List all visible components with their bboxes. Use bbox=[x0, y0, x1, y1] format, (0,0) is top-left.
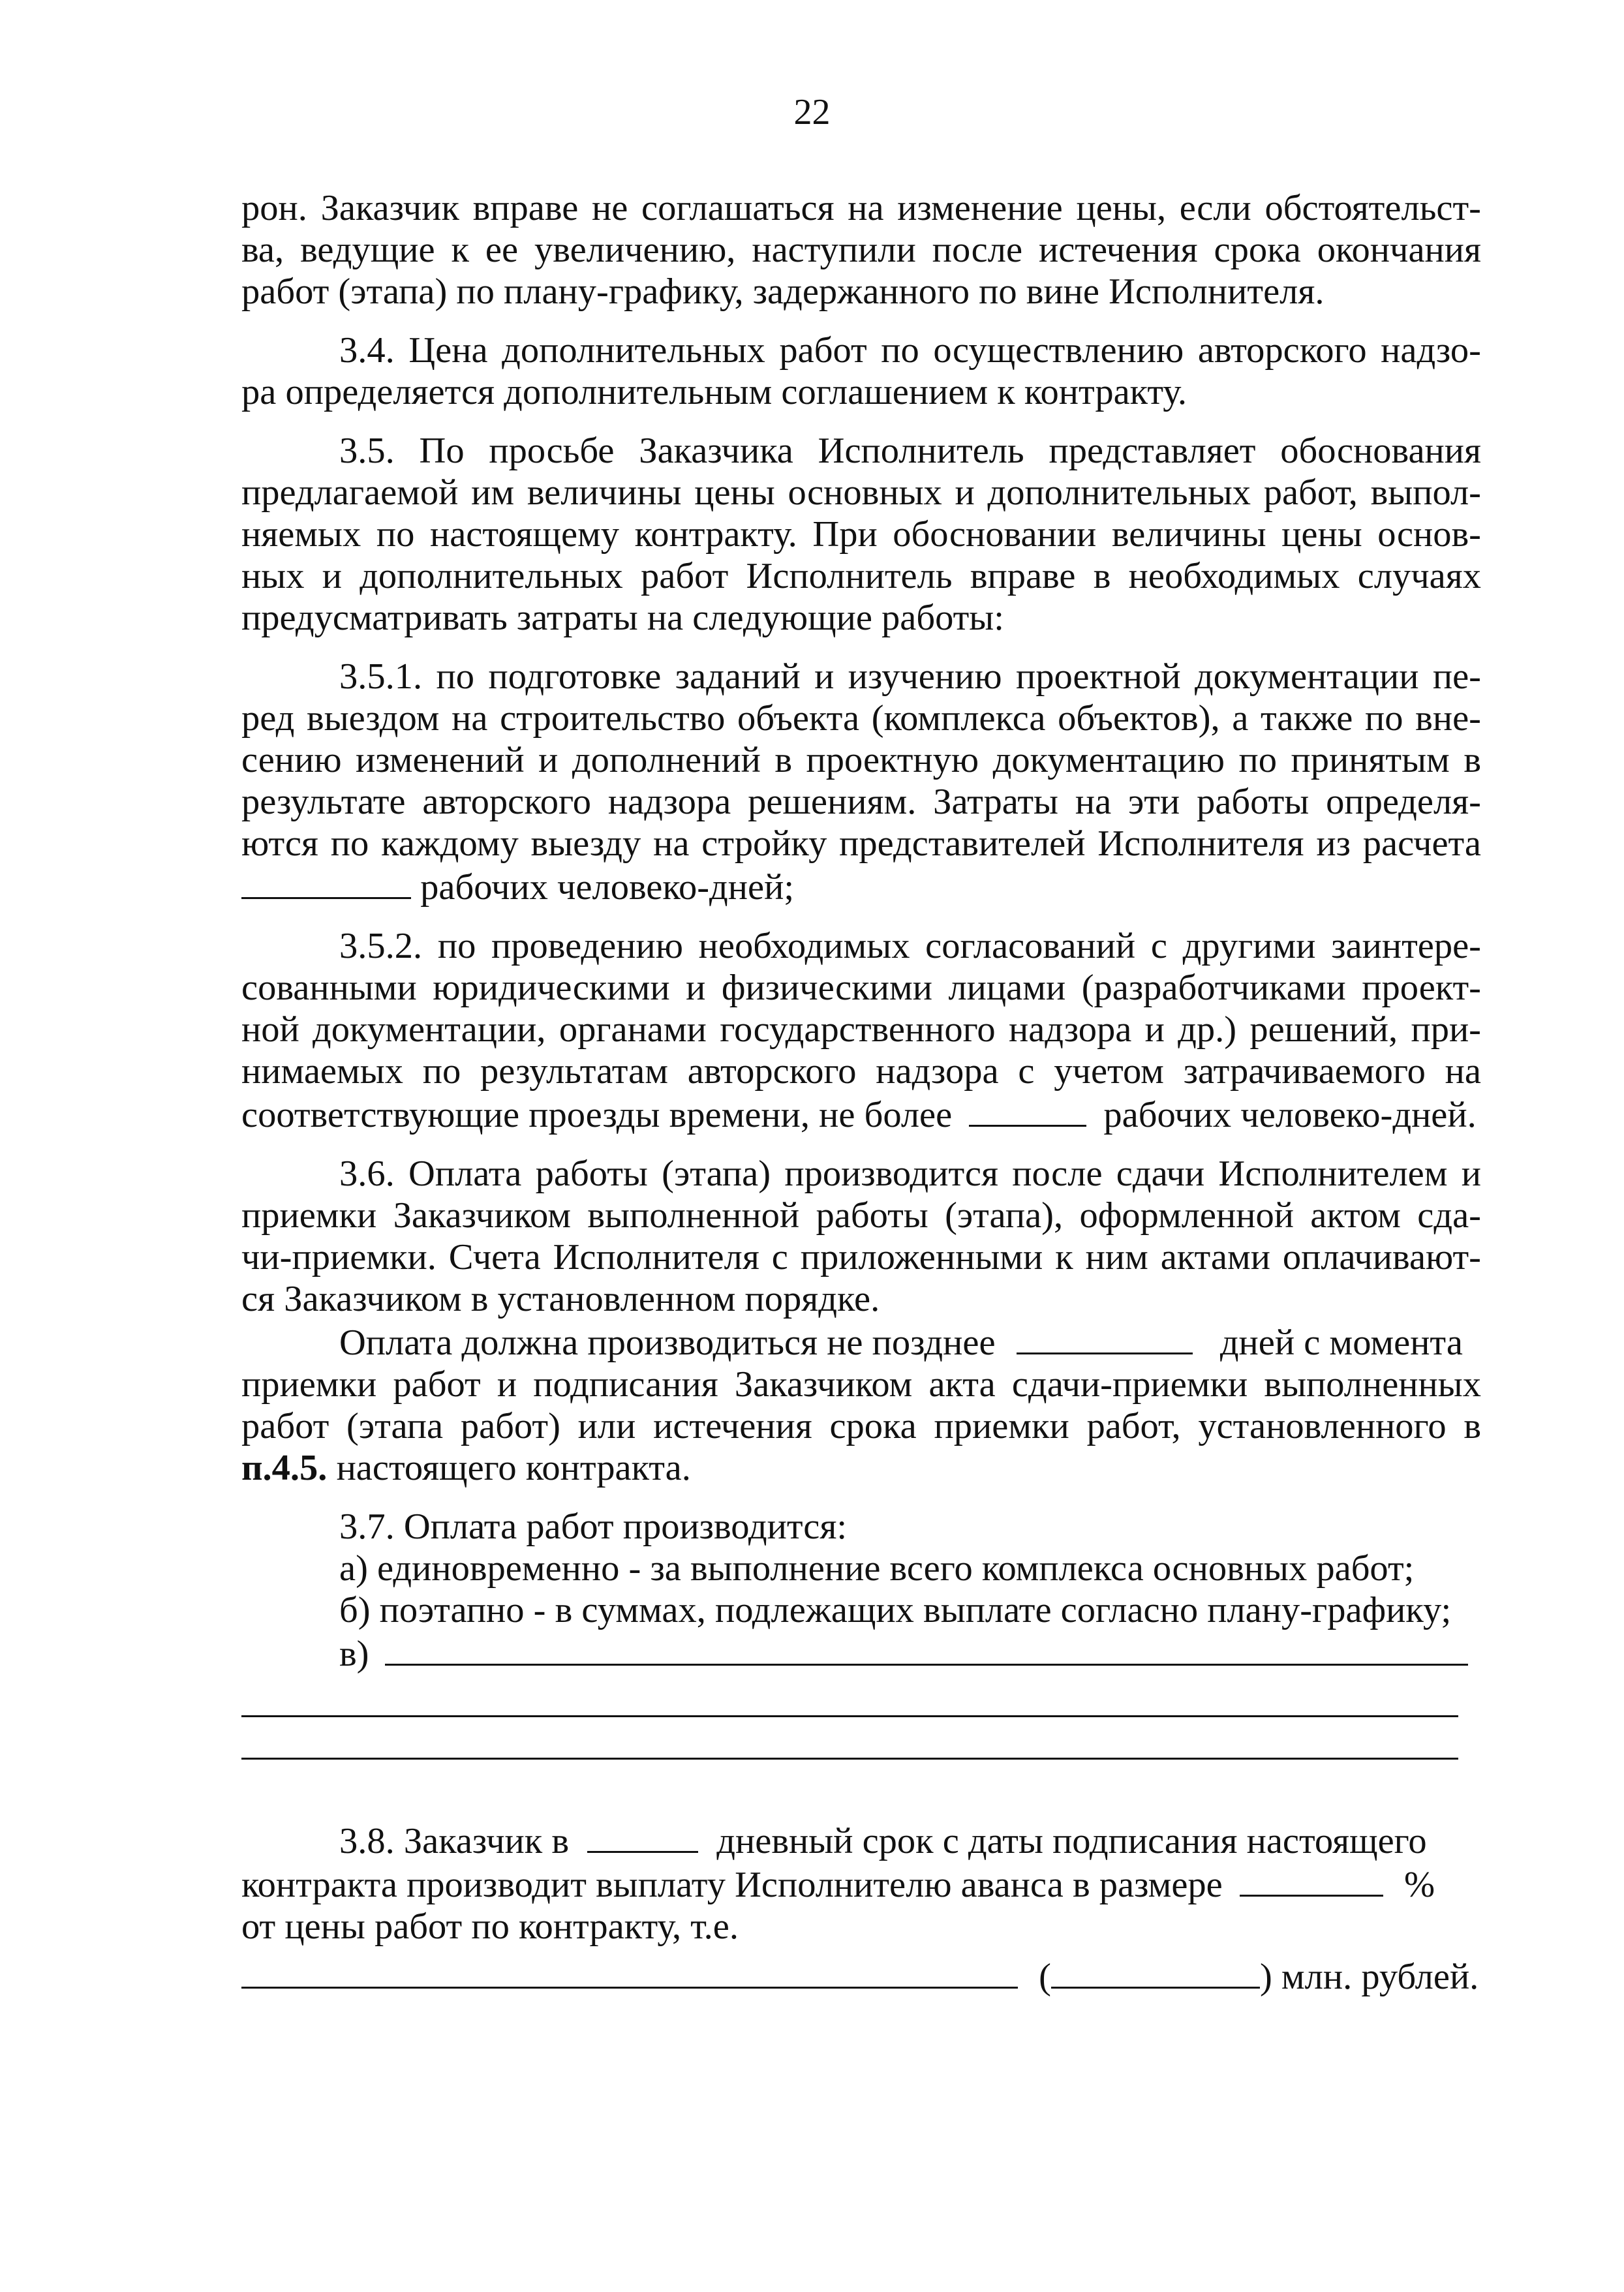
text-line: ред выездом на строительство объекта (комплекса объектов), а также по вне- bbox=[241, 698, 1481, 739]
blank-field[interactable] bbox=[1240, 1862, 1383, 1897]
clause-3-5 bbox=[241, 430, 1481, 639]
text-line bbox=[241, 1320, 1481, 1364]
text-fragment: в) bbox=[339, 1634, 369, 1674]
text-line: ной документации, органами государственного надзора и др.) решений, при- bbox=[241, 1009, 1481, 1050]
blank-field[interactable] bbox=[241, 864, 411, 899]
blank-line[interactable] bbox=[241, 1717, 1458, 1760]
text-line: работ (этапа работ) или истечения срока приемки работ, установленного в bbox=[241, 1406, 1481, 1446]
text-fragment: ( bbox=[1039, 1957, 1051, 1997]
text-fragment: ) млн. рублей. bbox=[1259, 1957, 1479, 1997]
text-line: 3.5.1. по подготовке заданий и изучению проектной документации пе- bbox=[339, 656, 1481, 697]
blank-field[interactable] bbox=[241, 1954, 1018, 1989]
text-line bbox=[241, 1862, 1481, 1906]
text-fragment: дней с момента bbox=[1219, 1322, 1463, 1363]
clause-3-4 bbox=[241, 329, 1481, 413]
blank-field[interactable] bbox=[1051, 1954, 1260, 1989]
clause-3-7 bbox=[241, 1506, 1481, 1760]
text-line: сению изменений и дополнений в проектную документацию по принятым в bbox=[241, 740, 1481, 780]
clause-3-8 bbox=[241, 1818, 1481, 1998]
text-line: 3.4. Цена дополнительных работ по осуществлению авторского надзо- bbox=[339, 330, 1481, 371]
text-fragment: % bbox=[1404, 1865, 1435, 1905]
text-line: 3.5. По просьбе Заказчика Исполнитель представляет обоснования bbox=[339, 431, 1481, 471]
text-line: 3.5.2. по проведению необходимых согласований с другими заинтере- bbox=[339, 926, 1481, 966]
text-line: ются по каждому выезду на стройку представителей Исполнителя из расчета bbox=[241, 823, 1481, 864]
text-line: няемых по настоящему контракту. При обосновании величины цены основ- bbox=[241, 514, 1481, 555]
text-fragment: настоящего контракта. bbox=[336, 1448, 691, 1488]
clause-3-5-2 bbox=[241, 925, 1481, 1136]
text-line: предлагаемой им величины цены основных и дополнительных работ, выпол- bbox=[241, 472, 1481, 513]
contract-body bbox=[241, 187, 1481, 1998]
text-fragment: соответствующие проезды времени, не более bbox=[241, 1095, 953, 1135]
text-fragment: контракта производит выплату Исполнителю аванса в размере bbox=[241, 1865, 1223, 1905]
blank-field[interactable] bbox=[969, 1092, 1086, 1127]
text-fragment: 3.8. Заказчик в bbox=[339, 1821, 570, 1861]
text-line: чи-приемки. Счета Исполнителя с приложенными к ним актами оплачивают- bbox=[241, 1237, 1481, 1277]
text-line bbox=[241, 1447, 1481, 1489]
text-line: б) поэтапно - в суммах, подлежащих выплате согласно плану-графику; bbox=[339, 1590, 1452, 1630]
text-line: ся Заказчиком в установленном порядке. bbox=[241, 1279, 880, 1319]
clause-3-6 bbox=[241, 1153, 1481, 1489]
text-line: приемки работ и подписания Заказчиком акта сдачи-приемки выполненных bbox=[241, 1364, 1481, 1405]
text-line: предусматривать затраты на следующие работы: bbox=[241, 598, 1004, 638]
blank-line[interactable] bbox=[241, 1675, 1458, 1717]
text-fragment: рабочих человеко-дней; bbox=[420, 867, 795, 908]
text-line bbox=[241, 864, 1481, 908]
text-line: ра определяется дополнительным соглашением к контракту. bbox=[241, 372, 1187, 412]
text-line: 3.7. Оплата работ производится: bbox=[339, 1506, 848, 1547]
text-line: от цены работ по контракту, т.е. bbox=[241, 1906, 739, 1947]
text-fragment: дневный срок с даты подписания настоящего bbox=[716, 1821, 1427, 1861]
blank-field[interactable] bbox=[385, 1631, 1468, 1666]
text-line: работ (этапа) по плану-графику, задержанного по вине Исполнителя. bbox=[241, 271, 1325, 312]
text-line: ва, ведущие к ее увеличению, наступили после истечения срока окончания bbox=[241, 230, 1481, 270]
text-line: результате авторского надзора решениям. Затраты на эти работы определя- bbox=[241, 782, 1481, 822]
text-fragment: Оплата должна производиться не позднее bbox=[339, 1322, 996, 1363]
reference-bold: п.4.5. bbox=[241, 1448, 328, 1488]
text-line: ных и дополнительных работ Исполнитель вправе в необходимых случаях bbox=[241, 556, 1481, 596]
text-line: а) единовременно - за выполнение всего комплекса основных работ; bbox=[339, 1548, 1415, 1589]
text-line: 3.6. Оплата работы (этапа) производится после сдачи Исполнителем и bbox=[339, 1154, 1481, 1194]
blank-field[interactable] bbox=[587, 1818, 698, 1853]
text-line: сованными юридическими и физическими лицами (разработчиками проект- bbox=[241, 968, 1481, 1008]
text-line: рон. Заказчик вправе не соглашаться на изменение цены, если обстоятельст- bbox=[241, 188, 1481, 228]
text-line: приемки Заказчиком выполненной работы (этапа), оформленной актом сда- bbox=[241, 1195, 1481, 1236]
blank-field[interactable] bbox=[1017, 1320, 1193, 1354]
text-line bbox=[241, 1818, 1481, 1862]
text-line bbox=[241, 1954, 1481, 1998]
text-line bbox=[241, 1092, 1481, 1136]
paragraph-continuation bbox=[241, 187, 1481, 313]
text-fragment: рабочих человеко-дней. bbox=[1103, 1095, 1477, 1135]
text-line: нимаемых по результатам авторского надзора с учетом затрачиваемого на bbox=[241, 1051, 1481, 1092]
text-line bbox=[241, 1631, 1481, 1675]
clause-3-5-1 bbox=[241, 656, 1481, 908]
page-number: 22 bbox=[793, 92, 831, 132]
